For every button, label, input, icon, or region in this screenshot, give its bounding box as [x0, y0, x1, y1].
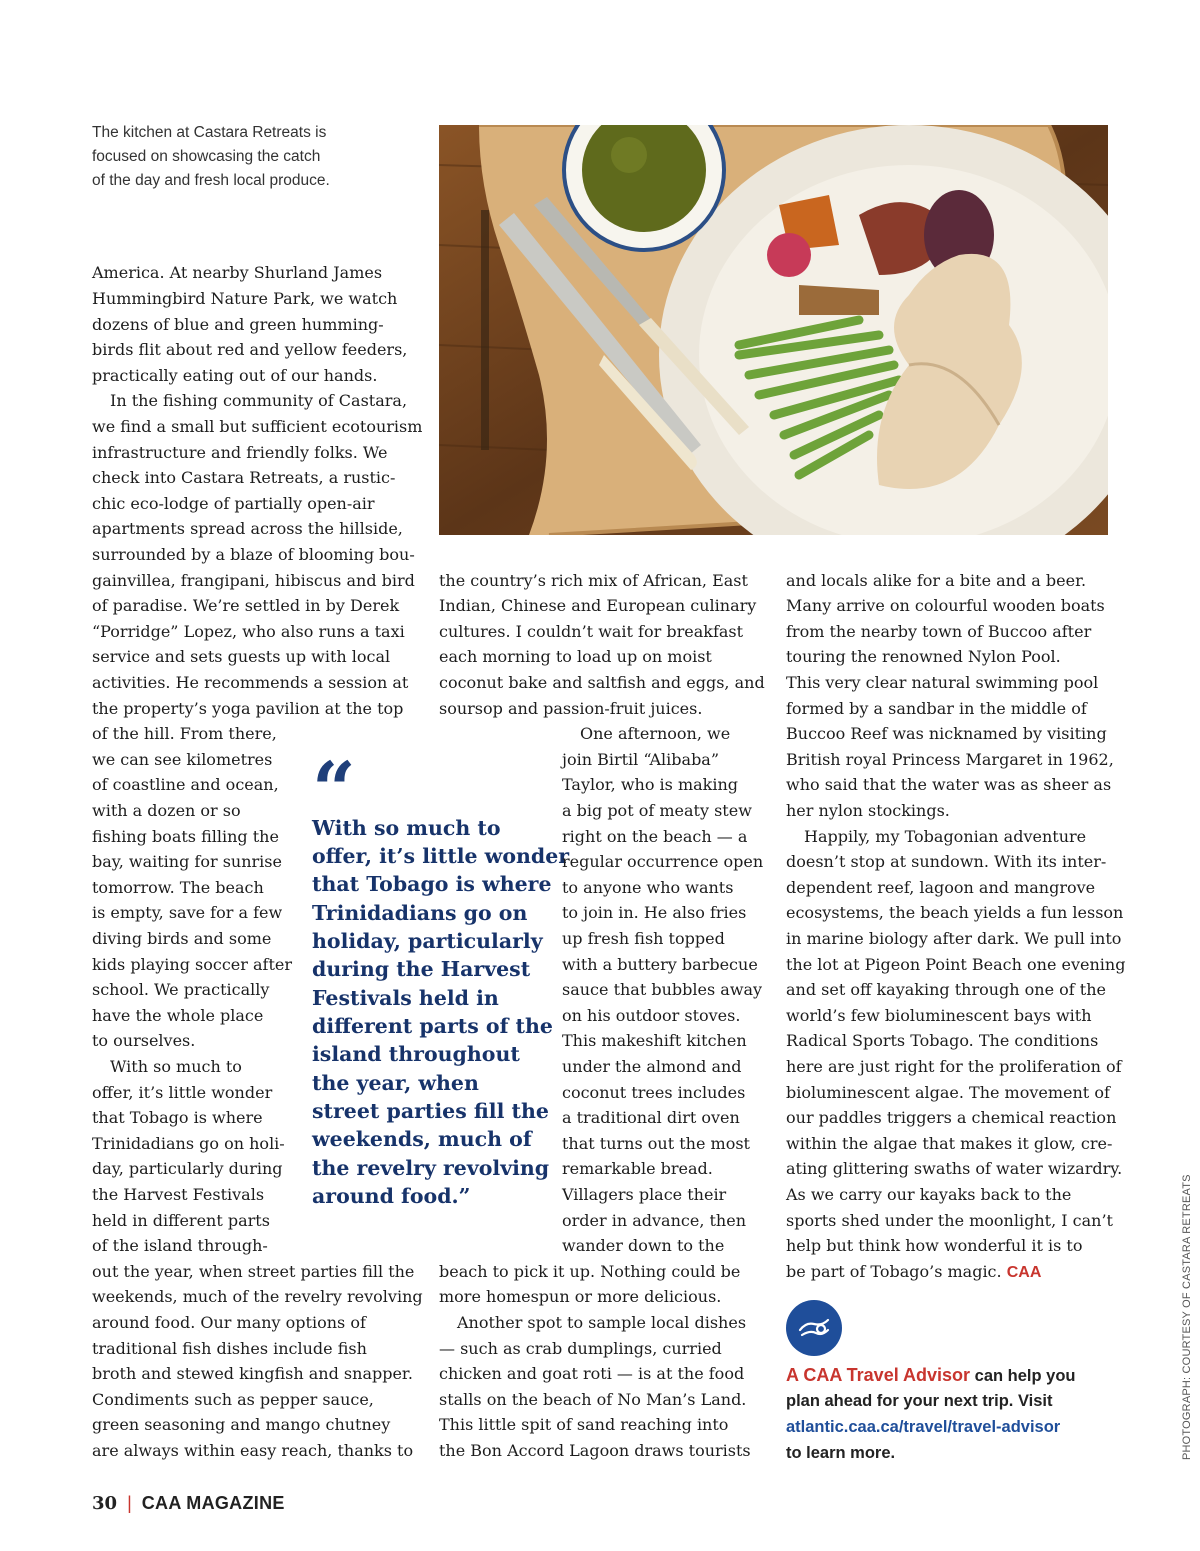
body-line: kids playing soccer after	[92, 955, 293, 974]
caption-line: focused on showcasing the catch	[92, 148, 321, 165]
body-line: under the almond and	[562, 1057, 742, 1076]
body-line: apartments spread across the hillside,	[92, 519, 403, 538]
body-line: Trinidadians go on holi-	[92, 1134, 285, 1153]
body-line: remarkable bread.	[562, 1159, 713, 1178]
body-line: the lot at Pigeon Point Beach one evening	[786, 955, 1126, 974]
pullquote-line: the year, when	[312, 1071, 479, 1095]
body-line: on his outdoor stoves.	[562, 1006, 741, 1025]
body-line: regular occurrence open	[562, 852, 764, 871]
body-line: world’s few bioluminescent bays with	[786, 1006, 1092, 1025]
body-line: Indian, Chinese and European culinary	[439, 596, 757, 615]
pullquote-line: holiday, particularly	[312, 929, 543, 953]
body-line: with a buttery barbecue	[562, 955, 758, 974]
pullquote-line: Trinidadians go on	[312, 901, 528, 925]
caa-end-mark: CAA	[1006, 1264, 1042, 1281]
pullquote-line: the revelry revolving	[312, 1156, 550, 1180]
body-line: fishing boats filling the	[92, 827, 279, 846]
body-line: doesn’t stop at sundown. With its inter-	[786, 852, 1107, 871]
body-line: service and sets guests up with local	[92, 647, 391, 666]
pullquote-line: around food.”	[312, 1184, 471, 1208]
body-line: One afternoon, we	[580, 724, 731, 743]
body-line: of coastline and ocean,	[92, 775, 279, 794]
pullquote-mark: “	[312, 745, 356, 834]
body-line: soursop and passion-fruit juices.	[439, 699, 703, 718]
body-line: British royal Princess Margaret in 1962,	[786, 750, 1114, 769]
body-line: weekends, much of the revelry revolving	[92, 1287, 423, 1306]
body-line: Taylor, who is making	[562, 775, 739, 794]
body-line: bay, waiting for sunrise	[92, 852, 282, 871]
body-line: beach to pick it up. Nothing could be	[439, 1262, 741, 1281]
body-line: have the whole place	[92, 1006, 264, 1025]
food-photo	[439, 125, 1108, 535]
body-line: green seasoning and mango chutney	[92, 1415, 391, 1434]
body-line: sports shed under the moonlight, I can’t	[786, 1211, 1113, 1230]
body-line: bioluminescent algae. The movement of	[786, 1083, 1110, 1102]
body-line: Many arrive on colourful wooden boats	[786, 596, 1105, 615]
body-line: and locals alike for a bite and a beer.	[786, 571, 1087, 590]
advisor-link[interactable]: atlantic.caa.ca/travel/travel-advisor	[786, 1418, 1061, 1436]
body-line: day, particularly during	[92, 1159, 283, 1178]
pullquote-line: offer, it’s little wonder	[312, 844, 570, 868]
body-line: is empty, save for a few	[92, 903, 283, 922]
body-line: a big pot of meaty stew	[562, 801, 752, 820]
body-line: the country’s rich mix of African, East	[439, 571, 748, 590]
body-line: the property’s yoga pavilion at the top	[92, 699, 404, 718]
page-number: 30	[92, 1493, 118, 1514]
body-line: This little spit of sand reaching into	[439, 1415, 729, 1434]
body-line: activities. He recommends a session at	[92, 673, 409, 692]
pullquote-line: that Tobago is where	[312, 872, 552, 896]
body-line: more homespun or more delicious.	[439, 1287, 722, 1306]
body-line: of paradise. We’re settled in by Derek	[92, 596, 400, 615]
body-line: we find a small but sufficient ecotourism	[92, 417, 423, 436]
body-line: gainvillea, frangipani, hibiscus and bird	[92, 571, 415, 590]
caption-line: of the day and fresh local produce.	[92, 172, 330, 189]
page-footer	[92, 1490, 285, 1517]
body-line: and set off kayaking through one of the	[786, 980, 1106, 999]
body-line: ecosystems, the beach yields a fun lesson	[786, 903, 1124, 922]
body-line: from the nearby town of Buccoo after	[786, 622, 1092, 641]
body-line: sauce that bubbles away	[562, 980, 763, 999]
body-line: Villagers place their	[562, 1185, 727, 1204]
body-line: in marine biology after dark. We pull into	[786, 929, 1122, 948]
body-line: This very clear natural swimming pool	[786, 673, 1099, 692]
body-line: This makeshift kitchen	[562, 1031, 747, 1050]
body-line: diving birds and some	[92, 929, 272, 948]
pullquote-line: different parts of the	[312, 1014, 553, 1038]
body-line: Happily, my Tobagonian adventure	[804, 827, 1087, 846]
pullquote-line: island throughout	[312, 1042, 520, 1066]
pullquote-line: Festivals held in	[312, 986, 499, 1010]
body-line: that Tobago is where	[92, 1108, 263, 1127]
body-line: we can see kilometres	[92, 750, 273, 769]
photo-credit: PHOTOGRAPH: COURTESY OF CASTARA RETREATS	[1181, 1174, 1193, 1460]
body-line: the Bon Accord Lagoon draws tourists	[439, 1441, 751, 1460]
body-line: to ourselves.	[92, 1031, 196, 1050]
body-line: our paddles triggers a chemical reaction	[786, 1108, 1117, 1127]
body-line: birds flit about red and yellow feeders,	[92, 340, 408, 359]
body-line: to anyone who wants	[562, 878, 734, 897]
body-line: within the algae that makes it glow, cre-	[786, 1134, 1113, 1153]
body-line: Radical Sports Tobago. The conditions	[786, 1031, 1099, 1050]
pullquote-line: weekends, much of	[312, 1127, 532, 1151]
advisor-line-3: to learn more.	[786, 1444, 896, 1462]
body-line: her nylon stockings.	[786, 801, 950, 820]
food-photo-illustration	[439, 125, 1108, 535]
body-line: stalls on the beach of No Man’s Land.	[439, 1390, 747, 1409]
body-line: held in different parts	[92, 1211, 270, 1230]
body-line: touring the renowned Nylon Pool.	[786, 647, 1061, 666]
body-line: join Birtil “Alibaba”	[562, 750, 720, 769]
body-line: up fresh fish topped	[562, 929, 725, 948]
pullquote-line: during the Harvest	[312, 957, 531, 981]
body-line: traditional fish dishes include fish	[92, 1339, 367, 1358]
body-line: coconut trees includes	[562, 1083, 746, 1102]
magazine-name: CAA MAGAZINE	[141, 1493, 285, 1513]
photo-caption	[92, 121, 392, 193]
body-line: out the year, when street parties fill the	[92, 1262, 415, 1281]
caption-line: The kitchen at Castara Retreats is	[92, 124, 327, 141]
body-line: here are just right for the proliferation of	[786, 1057, 1122, 1076]
body-line: wander down to the	[562, 1236, 725, 1255]
body-line: chic eco-lodge of partially open-air	[92, 494, 375, 513]
body-line: Buccoo Reef was nicknamed by visiting	[786, 724, 1107, 743]
body-line: right on the beach — a	[562, 827, 748, 846]
body-line: of the island through-	[92, 1236, 268, 1255]
body-line: coconut bake and saltfish and eggs, and	[439, 673, 765, 692]
body-line: are always within easy reach, thanks to	[92, 1441, 414, 1460]
body-line: to join in. He also fries	[562, 903, 747, 922]
body-line: — such as crab dumplings, curried	[439, 1339, 722, 1358]
body-line: order in advance, then	[562, 1211, 747, 1230]
body-line: tomorrow. The beach	[92, 878, 264, 897]
body-line: that turns out the most	[562, 1134, 750, 1153]
body-line: Hummingbird Nature Park, we watch	[92, 289, 398, 308]
body-line: of the hill. From there,	[92, 724, 277, 743]
body-line: Condiments such as pepper sauce,	[92, 1390, 374, 1409]
body-line: As we carry our kayaks back to the	[786, 1185, 1072, 1204]
body-line: dependent reef, lagoon and mangrove	[786, 878, 1096, 897]
body-line: With so much to	[110, 1057, 242, 1076]
body-line: offer, it’s little wonder	[92, 1083, 273, 1102]
footer-separator: |	[127, 1493, 132, 1513]
body-line: who said that the water was as sheer as	[786, 775, 1112, 794]
body-line: cultures. I couldn’t wait for breakfast	[439, 622, 744, 641]
body-line: the Harvest Festivals	[92, 1185, 265, 1204]
body-line: around food. Our many options of	[92, 1313, 366, 1332]
body-line: help but think how wonderful it is to	[786, 1236, 1083, 1255]
body-line: practically eating out of our hands.	[92, 366, 378, 385]
advisor-title: A CAA Travel Advisor	[786, 1365, 971, 1385]
body-line: Another spot to sample local dishes	[457, 1313, 747, 1332]
body-line: a traditional dirt oven	[562, 1108, 740, 1127]
body-line: with a dozen or so	[92, 801, 241, 820]
advisor-line-1	[786, 1362, 1076, 1389]
body-line: check into Castara Retreats, a rustic-	[92, 468, 396, 487]
body-line: each morning to load up on moist	[439, 647, 712, 666]
pullquote-line: With so much to	[312, 816, 501, 840]
body-line: broth and stewed kingfish and snapper.	[92, 1364, 413, 1383]
advisor-line-2: plan ahead for your next trip. Visit	[786, 1392, 1053, 1410]
advisor-text: can help you	[970, 1367, 1076, 1385]
travel-advisor-symbol	[786, 1300, 842, 1356]
body-line: ating glittering swaths of water wizardry.	[786, 1159, 1123, 1178]
body-line-last	[786, 1259, 1041, 1286]
body-line: dozens of blue and green humming-	[92, 315, 384, 334]
body-line: America. At nearby Shurland James	[92, 263, 383, 282]
travel-advisor-icon	[786, 1300, 842, 1356]
body-line: school. We practically	[92, 980, 270, 999]
body-line: surrounded by a blaze of blooming bou-	[92, 545, 415, 564]
body-line: chicken and goat roti — is at the food	[439, 1364, 745, 1383]
body-line: “Porridge” Lopez, who also runs a taxi	[92, 622, 405, 641]
body-line: In the fishing community of Castara,	[110, 391, 408, 410]
body-line: formed by a sandbar in the middle of	[786, 699, 1087, 718]
body-line: infrastructure and friendly folks. We	[92, 443, 388, 462]
pullquote-line: street parties fill the	[312, 1099, 549, 1123]
body-line-text: be part of Tobago’s magic.	[786, 1262, 1002, 1281]
